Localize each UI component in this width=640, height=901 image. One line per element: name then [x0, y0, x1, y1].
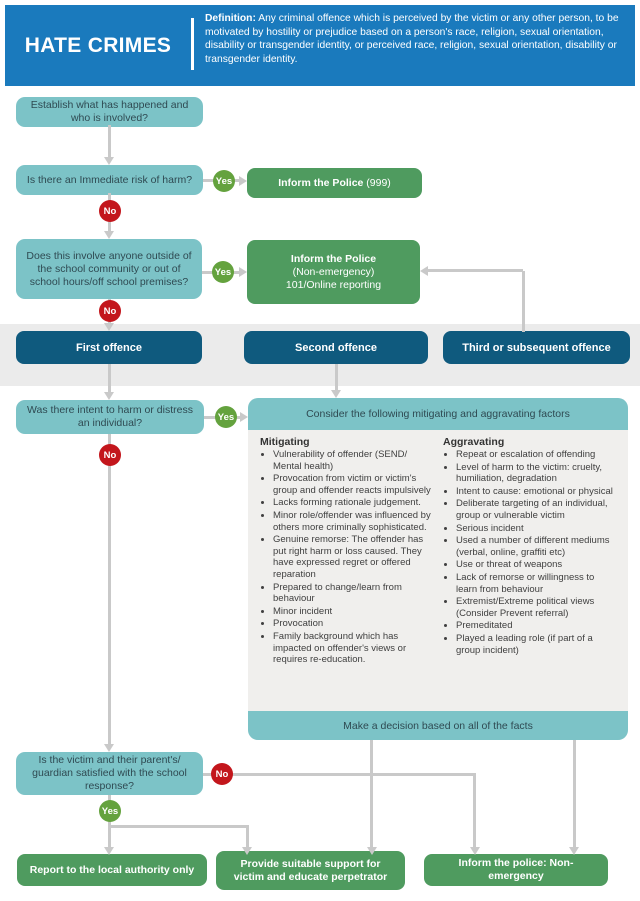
mitigating-list [260, 449, 435, 666]
list-item: • Genuine remorse: The offender has put right harm or loss caused. They have expressed regret or offered reparation [273, 534, 435, 580]
outside-school-box: Does this involve anyone outside of the school community or out of school hours/off school premises? [16, 239, 202, 299]
header-banner [5, 5, 635, 86]
aggravating-column [443, 436, 618, 711]
definition-text: Definition: Any criminal offence which is perceived by the victim or any other person, to be motivated by hostility or prejudice based on a person's race, religion, sexual orientation, disability or transgender identity, or perceived race, religion, sexual orientation, disability or transgender identity. [205, 13, 619, 65]
outcome-local-authority-box: Report to the local authority only [17, 854, 207, 886]
definition-label: Definition: [205, 13, 256, 24]
list-item: • Repeat or escalation of offending [456, 449, 618, 461]
page-title: HATE CRIMES [24, 33, 172, 57]
list-item: • Provocation [273, 618, 435, 630]
list-item: • Provocation from victim or victim's group and offender reacts impulsively [273, 473, 435, 496]
first-offence-box: First offence [16, 331, 202, 364]
connector-line [246, 825, 249, 847]
inform-police-999-box [247, 168, 422, 198]
list-item: • Use or threat of weapons [456, 559, 618, 571]
establish-box: Establish what has happened and who is involved? [16, 97, 203, 127]
list-item: • Vulnerability of offender (SEND/ Mental health) [273, 449, 435, 472]
connector-line [428, 269, 523, 272]
list-item: • Lacks forming rationale judgement. [273, 497, 435, 509]
arrowhead-down [569, 847, 579, 855]
arrowhead-right [240, 412, 248, 422]
list-item: • Minor role/offender was influenced by others more criminally sophisticated. [273, 510, 435, 533]
aggravating-title: Aggravating [443, 436, 505, 448]
factors-header: Consider the following mitigating and aggravating factors [248, 398, 628, 430]
list-item: • Used a number of different mediums (verbal, online, graffiti etc) [456, 535, 618, 558]
arrowhead-down [331, 390, 341, 398]
arrowhead-down [470, 847, 480, 855]
arrowhead-right [239, 267, 247, 277]
header-divider [191, 18, 194, 70]
list-item: • Premeditated [456, 620, 618, 632]
inform-police-999-label: Inform the Police (999) [278, 176, 391, 189]
mitigating-column [260, 436, 435, 711]
arrowhead-down [104, 157, 114, 165]
no-badge: No [99, 444, 121, 466]
connector-line [108, 434, 111, 744]
inform-police-non-emergency-box [247, 240, 420, 304]
aggravating-list [443, 449, 618, 656]
list-item: • Lack of remorse or willingness to learn from behaviour [456, 572, 618, 595]
yes-badge: Yes [99, 800, 121, 822]
arrowhead-left [420, 266, 428, 276]
connector-line [203, 773, 476, 776]
connector-line [108, 825, 249, 828]
connector-line [370, 740, 373, 847]
yes-badge: Yes [213, 170, 235, 192]
arrowhead-down [367, 847, 377, 855]
second-offence-box: Second offence [244, 331, 428, 364]
connector-line [573, 740, 576, 847]
third-offence-box: Third or subsequent offence [443, 331, 630, 364]
list-item: • Extremist/Extreme political views (Consider Prevent referral) [456, 596, 618, 619]
yes-badge: Yes [215, 406, 237, 428]
immediate-risk-box: Is there an Immediate risk of harm? [16, 165, 203, 195]
connector-line [473, 773, 476, 848]
no-badge: No [99, 200, 121, 222]
list-item: • Serious incident [456, 523, 618, 535]
list-item: • Family background which has impacted on offender's views or requires re-education. [273, 631, 435, 666]
factors-body [248, 430, 628, 711]
arrowhead-down [242, 847, 252, 855]
mitigating-title: Mitigating [260, 436, 310, 448]
factors-footer: Make a decision based on all of the facts [248, 711, 628, 740]
list-item: • Prepared to change/learn from behaviour [273, 582, 435, 605]
list-item: • Level of harm to the victim: cruelty, humiliation, degradation [456, 462, 618, 485]
connector-line [108, 364, 111, 392]
no-badge: No [211, 763, 233, 785]
arrowhead-right [239, 176, 247, 186]
inform-non-emergency-lines: Inform the Police (Non-emergency) 101/Online reporting [285, 252, 382, 291]
outcome-police-box: Inform the police: Non-emergency [424, 854, 608, 886]
list-item: • Played a leading role (if part of a group incident) [456, 633, 618, 656]
arrowhead-down [104, 744, 114, 752]
yes-badge: Yes [212, 261, 234, 283]
list-item: • Intent to cause: emotional or physical [456, 486, 618, 498]
arrowhead-down [104, 392, 114, 400]
list-item: • Deliberate targeting of an individual, group or vulnerable victim [456, 498, 618, 521]
connector-line [522, 271, 525, 332]
no-badge: No [99, 300, 121, 322]
factors-panel [248, 398, 628, 740]
outcome-support-box: Provide suitable support for victim and educate perpetrator [216, 851, 405, 890]
connector-line [335, 364, 338, 390]
arrowhead-down [104, 323, 114, 331]
intent-box: Was there intent to harm or distress an individual? [16, 400, 204, 434]
arrowhead-down [104, 231, 114, 239]
arrowhead-down [104, 847, 114, 855]
list-item: • Minor incident [273, 606, 435, 618]
satisfied-box: Is the victim and their parent's/ guardian satisfied with the school response? [16, 752, 203, 795]
connector-line [108, 125, 111, 157]
